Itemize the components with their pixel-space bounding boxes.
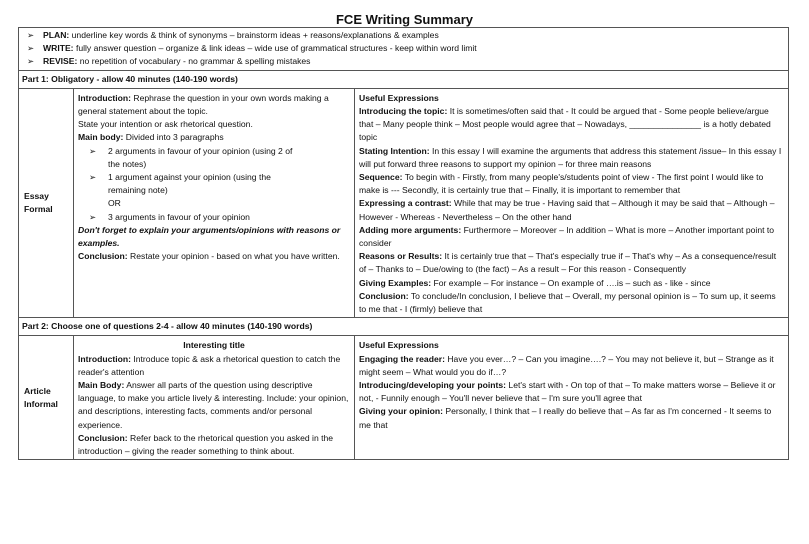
- arrow-bullet-icon: ➢: [89, 211, 97, 222]
- tip-plan: [27, 29, 784, 42]
- essay-or: OR: [108, 198, 121, 209]
- article-main-body: [78, 379, 350, 432]
- essay-expr-intention-text: In this essay I will examine the arguments that address this statement /issue– In this essay I will put forward three reasons to support my opinion – for three main reasons: [359, 145, 782, 169]
- essay-label: [19, 88, 74, 317]
- essay-intro-text2: State your intention or ask rhetorical question.: [78, 119, 253, 130]
- article-expr-engaging-text: Have you ever…? – Can you imagine….? – You may not believe it, but – Strange as it might seem – What would you do if…?: [359, 353, 774, 377]
- essay-expr-intro-head: Introducing the topic:: [359, 106, 448, 117]
- essay-expressions: [355, 88, 789, 317]
- essay-option-1-cont: the notes): [108, 158, 147, 169]
- essay-expr-intention-head: Stating Intention:: [359, 145, 430, 156]
- essay-expr-examples-text: For example – For instance – On example of ….is – such as - like - since: [431, 277, 711, 288]
- essay-conclusion: [78, 250, 350, 263]
- tip-revise: [27, 55, 784, 68]
- article-main-head: Main Body:: [78, 380, 125, 391]
- article-expr-opinion-text: Personally, I think that – I really do believe that – As far as I'm concerned - It seems to me that: [359, 406, 772, 430]
- essay-reminder: Don't forget to explain your arguments/opinions with reasons or examples.: [78, 224, 341, 249]
- tip-revise-head: REVISE:: [43, 56, 78, 67]
- essay-label-line2: Formal: [24, 204, 53, 215]
- arrow-bullet-icon: ➢: [27, 56, 35, 67]
- article-label-line1: Article: [24, 385, 51, 396]
- essay-option-1: [78, 145, 350, 158]
- essay-expr-sequence-text: To begin with - Firstly, from many people's/students point of view - The first point I would like to make is --- Secondly, it is certainly true that – Finally, it is important to remember that: [359, 172, 764, 196]
- summary-table: [18, 27, 789, 460]
- article-main-text: Answer all parts of the question using descriptive language, to make you article lively & interesting. Include: your opinion, and descriptions, interesting facts, comments and/or personal experience.: [78, 380, 349, 430]
- essay-expr-adding-text: Furthermore – Moreover – In addition – What is more – Another important point to consider: [359, 224, 775, 249]
- essay-expr-intro-text: It is sometimes/often said that - It could be argued that - Some people believe/argue that – Many people think – Most people would agree that – Nowadays, _______________ is a hotly debated topic: [359, 106, 771, 143]
- article-intro: [78, 353, 350, 379]
- arrow-bullet-icon: ➢: [27, 30, 35, 40]
- article-expr-engaging: [359, 353, 784, 379]
- article-title-tip: Interesting title: [183, 340, 245, 351]
- essay-expr-reasons: [359, 250, 784, 276]
- essay-option-2-cont: remaining note): [108, 185, 168, 196]
- article-expr-opinion-head: Giving your opinion:: [359, 406, 444, 417]
- part2-content-row: [19, 336, 789, 460]
- article-label-line2: Informal: [24, 398, 58, 409]
- tips-cell: [19, 28, 789, 71]
- essay-expr-intention: [359, 145, 784, 171]
- tip-plan-text: underline key words & think of synonyms – brainstorm ideas + reasons/explanations & examples: [69, 30, 439, 40]
- article-conclusion: [78, 432, 350, 458]
- essay-intro-text: Rephrase the question in your own words making a general statement about the topic.: [78, 92, 329, 117]
- essay-expr-adding: [359, 224, 784, 250]
- essay-expr-sequence-head: Sequence:: [359, 172, 403, 183]
- essay-expr-conclusion-head: Conclusion:: [359, 290, 409, 301]
- article-label: [19, 336, 74, 460]
- article-expr-developing-text: Let's start with - On top of that – To make matters worse – Believe it or not, - Funnily enough – You'll never believe that – I'm sure you'll agree that: [359, 380, 776, 404]
- essay-expr-contrast-head: Expressing a contrast:: [359, 198, 452, 209]
- essay-main-text: Divided into 3 paragraphs: [123, 132, 224, 143]
- essay-expr-sequence: [359, 171, 784, 197]
- article-expr-developing-head: Introducing/developing your points:: [359, 380, 507, 391]
- essay-expr-examples: [359, 277, 784, 290]
- part1-content-row: [19, 88, 789, 317]
- article-intro-head: Introduction:: [78, 353, 131, 364]
- tip-plan-head: PLAN:: [43, 30, 70, 40]
- article-intro-text: Introduce topic & ask a rhetorical question to catch the reader's attention: [78, 353, 341, 377]
- article-expr-opinion: [359, 405, 784, 431]
- essay-structure: [74, 88, 355, 317]
- part2-heading-row: [19, 318, 789, 336]
- tip-revise-text: no repetition of vocabulary - no grammar & spelling mistakes: [77, 56, 311, 67]
- part1-heading: Part 1: Obligatory - allow 40 minutes (140-190 words): [19, 70, 789, 88]
- part2-heading: Part 2: Choose one of questions 2-4 - allow 40 minutes (140-190 words): [19, 318, 789, 336]
- article-expr-developing: [359, 379, 784, 405]
- essay-expr-reasons-head: Reasons or Results:: [359, 251, 443, 262]
- essay-label-line1: Essay: [24, 190, 49, 201]
- essay-expr-contrast-text: While that may be true - Having said that – Although it may be said that – Although – However - Whereas - Nevertheless – On the other hand: [359, 198, 775, 222]
- article-useful-heading: Useful Expressions: [359, 340, 439, 351]
- arrow-bullet-icon: ➢: [89, 172, 97, 183]
- essay-option-2-text: 1 argument against your opinion (using the: [108, 172, 271, 183]
- essay-option-3: [78, 211, 350, 224]
- article-concl-text: Refer back to the rhetorical question you asked in the introduction – giving the reader something to think about.: [78, 432, 334, 457]
- tip-write: [27, 42, 784, 55]
- tips-row: [19, 28, 789, 71]
- page-title: FCE Writing Summary: [335, 12, 473, 27]
- essay-intro-head: Introduction:: [78, 92, 131, 103]
- essay-main-head: Main body:: [78, 132, 124, 143]
- essay-option-3-text: 3 arguments in favour of your opinion: [108, 211, 250, 222]
- essay-intro: [78, 92, 350, 118]
- article-structure: [74, 336, 355, 460]
- arrow-bullet-icon: ➢: [27, 43, 35, 54]
- article-concl-head: Conclusion:: [78, 432, 128, 443]
- tip-write-head: WRITE:: [43, 43, 74, 54]
- essay-concl-text: Restate your opinion - based on what you have written.: [127, 251, 340, 262]
- essay-concl-head: Conclusion:: [78, 251, 128, 262]
- article-expressions: [355, 336, 789, 460]
- essay-expr-intro: [359, 105, 784, 145]
- essay-expr-conclusion: [359, 290, 784, 316]
- part1-heading-row: [19, 70, 789, 88]
- essay-expr-reasons-text: It is certainly true that – That's especially true if – That's why – As a consequence/result of – Thanks to – Due/owing to (the fact) – As a result – For this reason - Consequently: [359, 251, 777, 275]
- essay-option-2: [78, 171, 350, 184]
- essay-useful-heading: Useful Expressions: [359, 92, 439, 103]
- essay-option-1-text: 2 arguments in favour of your opinion (using 2 of: [108, 145, 293, 156]
- essay-expr-contrast: [359, 197, 784, 223]
- essay-expr-examples-head: Giving Examples:: [359, 277, 432, 288]
- tip-write-text: fully answer question – organize & link ideas – wide use of grammatical structures - keep within word limit: [73, 43, 477, 54]
- essay-expr-adding-head: Adding more arguments:: [359, 224, 462, 235]
- essay-main-body: [78, 131, 350, 144]
- arrow-bullet-icon: ➢: [89, 145, 97, 156]
- article-expr-engaging-head: Engaging the reader:: [359, 353, 445, 364]
- essay-expr-conclusion-text: To conclude/In conclusion, I believe that – Overall, my personal opinion is – To sum up, it seems to me that - I (firmly) believe that: [359, 290, 776, 315]
